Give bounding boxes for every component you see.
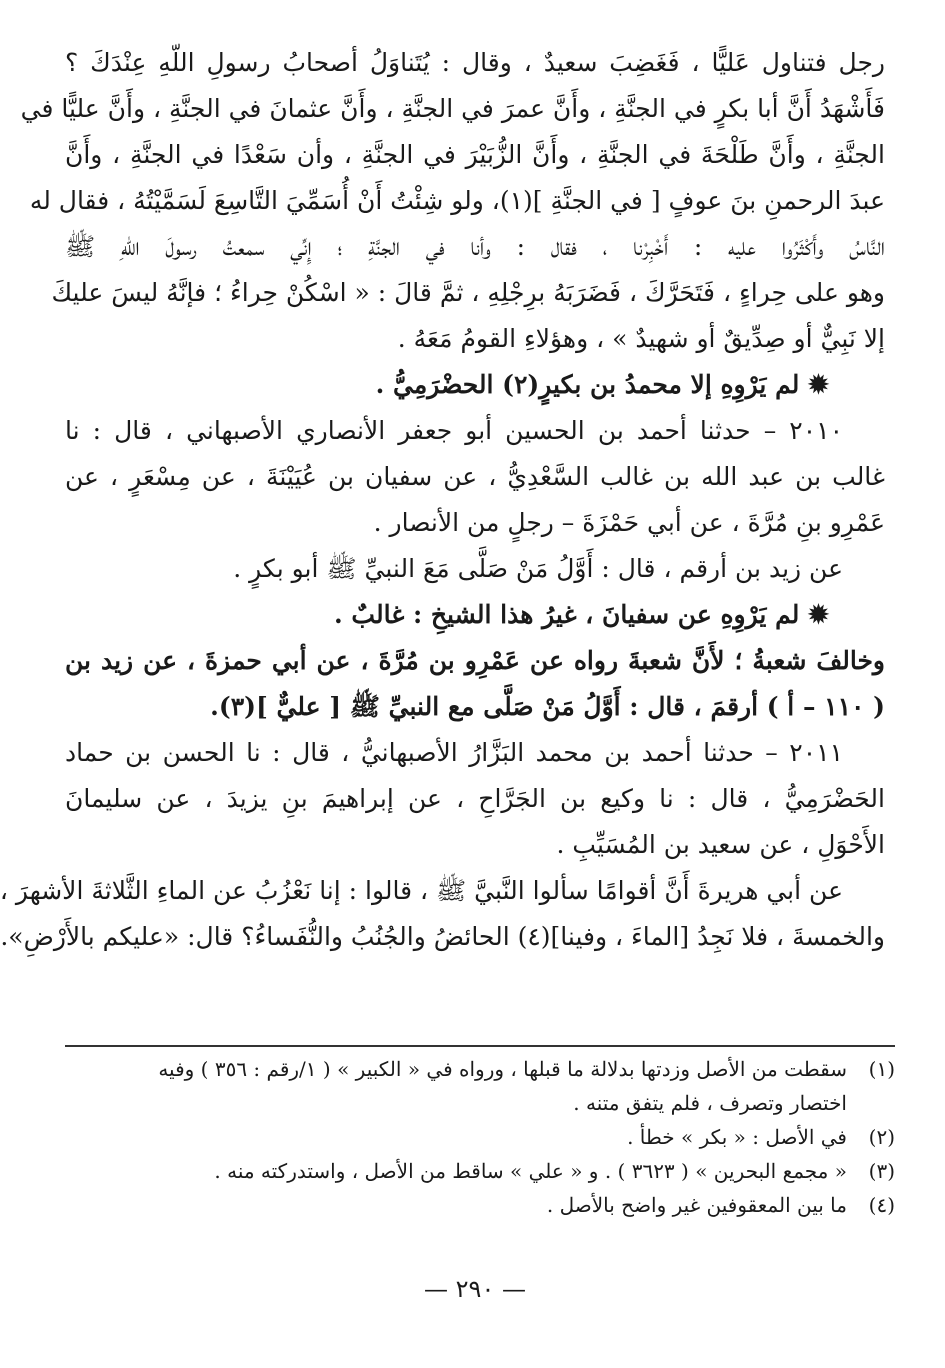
text-line: النَّاسُ وأَكْثَرُوا عليه : أَخْبِرْنا ، فقال : وأنا في الجنَّةِ ؛ إِنِّي سمعتُ رسولَ اللّهِ ﷺ <box>65 232 885 261</box>
footnote-3 <box>65 1154 895 1188</box>
text-line: وهو على حِراءٍ ، فَتَحَرَّكَ ، فَضَرَبَهُ برِجْلِهِ ، ثمَّ قالَ : « اسْكُنْ حِراءُ ؛ فإنَّهُ ليسَ عليكَ <box>51 278 885 307</box>
text-line: الحَضْرَمِيُّ ، قال : نا وكيع بن الجَرَّاحِ ، عن إبراهيمَ بنِ يزيدَ ، عن سليمانَ <box>65 784 885 813</box>
text-line: عَمْرِو بنِ مُرَّةَ ، عن أبي حَمْزَةَ – رجلٍ من الأنصار . <box>373 508 885 537</box>
hadith-2011-isnad <box>65 730 885 868</box>
text-line: فَأَشْهَدُ أَنَّ أبا بكرٍ في الجنَّةِ ، وأَنَّ عمرَ في الجنَّةِ ، وأَنَّ عثمانَ في الجنَّةِ ، وأَنَّ عليًّا في <box>20 94 885 123</box>
text-line: والخمسةَ ، فلا نَجِدُ [الماءَ ، وفينا](٤) الحائضُ والجُنُبُ والنُّفَساءُ؟ قال: «عليكم بالأَرْضِ». <box>0 922 885 951</box>
commentary-note-1: ✹ لم يَرْوِهِ إلا محمدُ بن بكيرٍ(٢) الحضْرَمِيُّ . <box>375 370 829 399</box>
footnote-text: في الأصل : « بكر » خطأ . <box>627 1125 847 1149</box>
footnote-text: اختصار وتصرف ، فلم يتفق متنه . <box>573 1091 847 1115</box>
text-line: عن أبي هريرةَ أَنَّ أقوامًا سألوا النَّبيَّ ﷺ ، قالوا : إنا نَعْزُبُ عن الماءِ الثَّلاثةَ الأشهرَ ، <box>0 876 843 905</box>
page-number: — ٢٩٠ — <box>424 1275 526 1303</box>
text-line: الجنَّةِ ، وأَنَّ طَلْحَةَ في الجنَّةِ ، وأَنَّ الزُّبَيْرَ في الجنَّةِ ، وأن سَعْدًا في الجنَّةِ ، وأَنَّ <box>65 140 885 169</box>
text-line: وخالفَ شعبةُ ؛ لأَنَّ شعبةَ رواه عن عَمْرِو بن مُرَّةَ ، عن أبي حمزةَ ، عن زيد بن <box>65 646 885 675</box>
footnote-4 <box>65 1188 895 1222</box>
footnote-2 <box>65 1120 895 1154</box>
text-line: غالب بن عبد الله بن غالب السَّعْدِيُّ ، عن سفيان بن عُيَيْنَةَ ، عن مِسْعَرٍ ، عن <box>65 462 885 491</box>
hadith-2010-isnad <box>65 408 885 546</box>
footnote-1 <box>65 1052 895 1086</box>
paragraph-hadith-continuation <box>20 40 885 362</box>
text-line: ٢٠١١ – حدثنا أحمد بن محمد البَزَّارُ الأصبهانيُّ ، قال : نا الحسن بن حماد <box>65 738 843 767</box>
footnote-number: (١) <box>868 1057 895 1081</box>
footnote-number: (٤) <box>868 1193 895 1217</box>
text-line: ( ١١٠ – أ ) أرقمَ ، قال : أَوَّلُ مَنْ صَلَّى مع النبيِّ ﷺ [ عليٌّ ](٣). <box>210 692 885 721</box>
text-line: الأَحْوَلِ ، عن سعيد بن المُسَيِّبِ . <box>556 830 885 859</box>
commentary-note-2: ✹ لم يَرْوِهِ عن سفيانَ ، غيرُ هذا الشيخِ : غالبٌ . <box>334 600 829 629</box>
footnote-divider <box>65 1045 895 1047</box>
footnote-number: (٣) <box>868 1159 895 1183</box>
footnotes <box>65 1052 895 1222</box>
footnote-text: « مجمع البحرين » ( ٣٦٢٣ ) . و « علي » ساقط من الأصل ، واستدركته منه . <box>214 1159 847 1183</box>
text-line: رجل فتناول عَليًّا ، فَغَضِبَ سعيدٌ ، وقال : يُتَناوَلُ أصحابُ رسولِ اللّهِ عِنْدَكَ ؟ <box>65 48 885 77</box>
text-line: عبدَ الرحمنِ بنَ عوفٍ [ في الجنَّةِ ](١)، ولو شِئْتُ أَنْ أُسَمِّيَ التَّاسِعَ لَسَمَّيْتُهُ ، فقال له <box>29 186 885 215</box>
hadith-2011-matn <box>0 868 885 960</box>
page-body <box>0 40 885 960</box>
footnote-1-continued <box>65 1086 895 1120</box>
text-line: ٢٠١٠ – حدثنا أحمد بن الحسين أبو جعفر الأنصاري الأصبهاني ، قال : نا <box>65 416 843 445</box>
footnote-text: ما بين المعقوفين غير واضح بالأصل . <box>546 1193 847 1217</box>
footnote-text: سقطت من الأصل وزدتها بدلالة ما قبلها ، ورواه في « الكبير » ( ١/رقم : ٣٥٦ ) وفيه <box>158 1057 847 1081</box>
footnote-number: (٢) <box>868 1125 895 1149</box>
text-line: إلا نَبِيٌّ أو صِدِّيقٌ أو شهيدٌ » ، وهؤلاءِ القومُ مَعَهُ . <box>397 324 885 353</box>
shuba-variant <box>65 638 885 730</box>
hadith-2010-matn: عن زيد بن أرقم ، قال : أَوَّلُ مَنْ صَلَّى مَعَ النبيِّ ﷺ أبو بكرٍ . <box>233 554 843 583</box>
